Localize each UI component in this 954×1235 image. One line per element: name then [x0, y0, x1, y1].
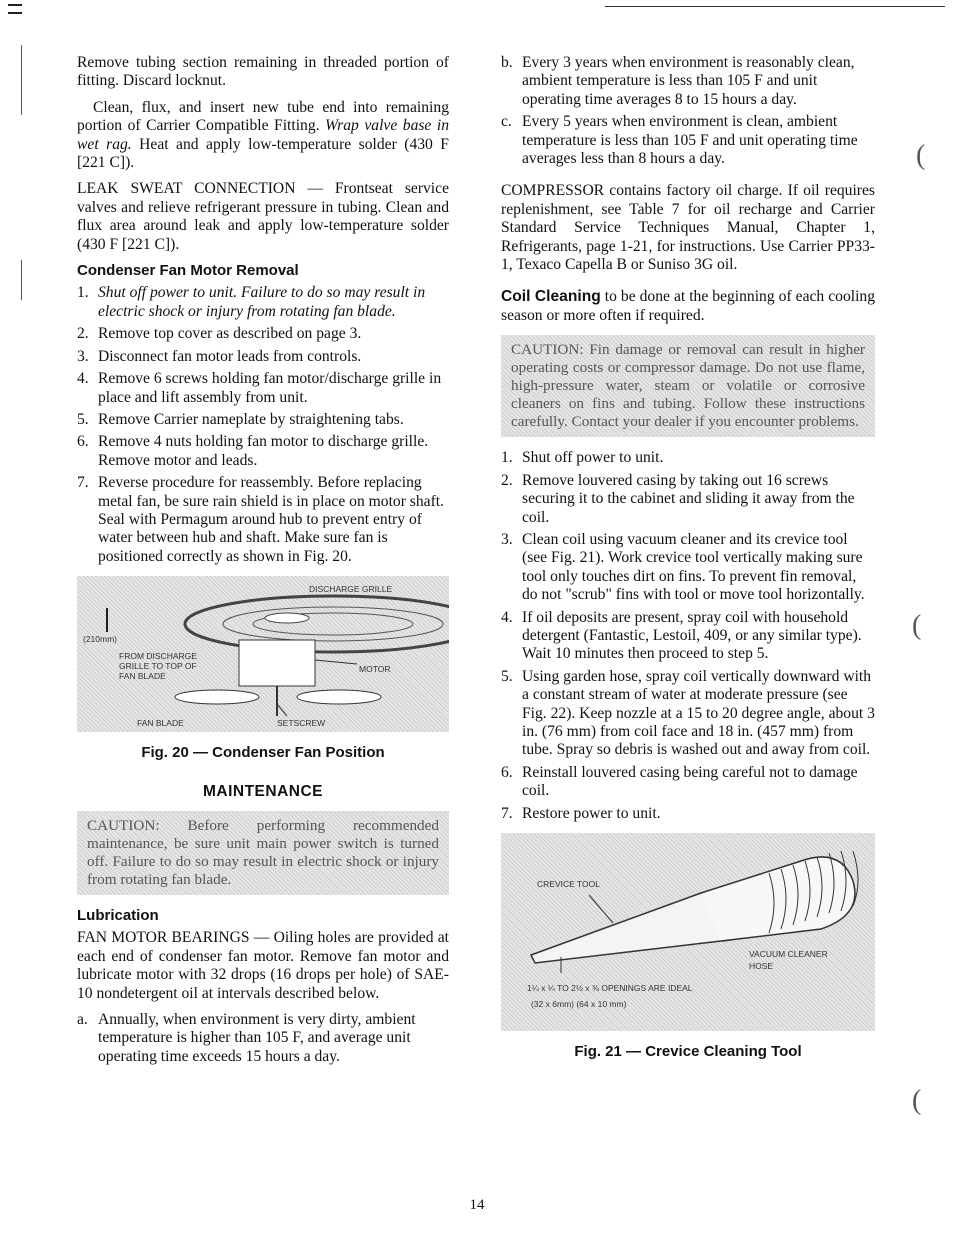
list-item: [501, 472, 875, 527]
item-text: Reverse procedure for reassembly. Before replacing metal fan, be sure rain shield is in place on motor shaft. Seal with Permagum around hub to prevent entry of water between hub and shaft. Make sure fan is positioned correctly as shown in Fig. 20.: [98, 474, 444, 565]
item-marker: 5.: [77, 410, 89, 428]
openings-mm-label: (32 x 6mm) (64 x 10 mm): [531, 999, 627, 1009]
item-text: Reinstall louvered casing being careful not to damage coil.: [522, 763, 858, 800]
item-marker: 3.: [77, 347, 89, 365]
distance-label: FAN BLADE: [119, 671, 166, 682]
fig20-condenser-fan-diagram: [77, 576, 449, 732]
item-marker: 7.: [77, 474, 89, 492]
list-item: [501, 54, 875, 109]
item-marker: 2.: [501, 471, 513, 489]
section-heading: MAINTENANCE: [202, 782, 324, 800]
list-item: [501, 764, 875, 801]
margin-binding-mark: (: [912, 610, 922, 641]
motor-label: MOTOR: [359, 664, 391, 675]
paragraph: LEAK SWEAT CONNECTION — Frontseat service valves and relieve refrigerant pressure in tubing. Clean and flux area around leak and apply low-temperature solder (430 F [221 C]).: [77, 180, 449, 253]
item-marker: 4.: [77, 370, 89, 388]
paragraph: COMPRESSOR contains factory oil charge. If oil requires replenishment, see Table 7 for oil recharge and Carrier Standard Service Techniques Manual, Chapter 1, Refrigerants, page 1-21, for instructions. Use Carrier PP33-1, Texaco Capella B or Suniso 3G oil.: [501, 182, 875, 274]
item-text: Clean coil using vacuum cleaner and its crevice tool (see Fig. 21). Work crevice tool vertically making sure tool only touches dirt on fins. To prevent fin removal, do not "scrub" fins with tool or move tool horizontally.: [522, 530, 865, 604]
item-text: Remove Carrier nameplate by straightening tabs.: [98, 410, 404, 428]
figure-caption: Fig. 21 — Crevice Cleaning Tool: [574, 1043, 802, 1060]
item-text: Remove 6 screws holding fan motor/discharge grille in place and lift assembly from unit.: [98, 370, 442, 406]
list-item: [501, 113, 875, 168]
margin-tick: [21, 260, 22, 300]
item-marker: 6.: [501, 763, 513, 781]
list-item: [77, 348, 449, 366]
paragraph: FAN MOTOR BEARINGS — Oiling holes are provided at each end of condenser fan motor. Remove fan motor and lubricate motor with 32 drops (16 drops per hole) of SAE-10 nondetergent oil at intervals described below.: [77, 929, 449, 1002]
item-marker: a.: [77, 1011, 88, 1028]
list-item: [77, 284, 449, 321]
list-item: [77, 474, 449, 566]
list-item: [501, 609, 875, 664]
text: Heat and apply low-temperature solder (430 F [221 C]).: [77, 135, 449, 172]
item-text: Shut off power to unit. Failure to do so may result in electric shock or injury from rotating fan blade.: [98, 284, 426, 320]
italic-text: Wrap valve base in wet rag.: [77, 117, 449, 153]
item-text: Every 3 years when environment is reasonably clean, ambient temperature is less than 105 F and unit operating time averages 8 to 15 hours a day.: [522, 54, 855, 108]
discharge-grille-label: DISCHARGE GRILLE: [309, 584, 393, 595]
list-item: [77, 370, 449, 407]
page-number: 14: [469, 1197, 485, 1213]
corner-mark: [8, 4, 22, 14]
item-marker: c.: [501, 113, 512, 131]
item-text: Disconnect fan motor leads from controls.: [98, 347, 362, 365]
header-rule: [605, 6, 945, 7]
item-text: Shut off power to unit.: [522, 449, 664, 467]
item-text: Annually, when environment is very dirty, ambient temperature is higher than 105 F, and average unit operating time exceeds 15 hours a day.: [98, 1011, 416, 1065]
dimension-label: (210mm): [83, 634, 118, 645]
list-item: [501, 668, 875, 760]
fan-blade-label: FAN BLADE: [137, 718, 184, 729]
text: Clean, flux, and insert new tube end into remaining portion of Carrier Compatible Fitting.: [77, 98, 449, 135]
item-text: Using garden hose, spray coil vertically downward with a constant stream of water at moderate pressure (see Fig. 22). Keep nozzle at a 15 to 20 degree angle, about 3 in. (76 mm) from coil face and 18 in. (457 mm) from tube. Spray so debris is washed out and away from coil.: [522, 667, 875, 759]
paragraph: [501, 288, 875, 325]
bold-lead: Coil Cleaning: [501, 288, 601, 306]
caution-box: CAUTION: Fin damage or removal can result in higher operating costs or compressor damage. Do not use flame, high-pressure water, steam or volatile or corrosive cleaners on fins and tubing. Follow these instructions carefully. Contact your dealer if you encounter problems.: [501, 335, 875, 437]
section-heading: Lubrication: [77, 906, 159, 924]
fig21-crevice-tool-diagram: [501, 833, 875, 1031]
item-text: Restore power to unit.: [522, 804, 661, 822]
margin-binding-mark: (: [916, 140, 926, 171]
setscrew-label: SETSCREW: [277, 718, 326, 729]
item-marker: 4.: [501, 608, 513, 626]
item-marker: 2.: [77, 325, 89, 343]
item-marker: 6.: [77, 433, 89, 451]
item-marker: 1.: [501, 449, 513, 467]
right-column: [501, 54, 875, 1081]
item-marker: b.: [501, 54, 513, 71]
list-item: [77, 325, 449, 343]
left-column: [77, 54, 449, 1074]
distance-label: GRILLE TO TOP OF: [119, 661, 197, 672]
section-heading: Condenser Fan Motor Removal: [77, 262, 299, 280]
margin-binding-mark: (: [912, 1085, 922, 1116]
item-marker: 7.: [501, 804, 513, 822]
fan-motor-steps: [77, 284, 449, 566]
coil-cleaning-steps: [501, 449, 875, 823]
item-text: If oil deposits are present, spray coil with household detergent (Fantastic, Lestoil, 409, or any similar type). Wait 10 minutes then proceed to step 5.: [522, 608, 862, 663]
list-item: [501, 449, 875, 467]
vacuum-hose-label: HOSE: [749, 961, 774, 971]
list-item: [501, 531, 875, 605]
text: to be done at the beginning of each cooling season or more often if required.: [501, 288, 875, 324]
margin-tick: [21, 45, 22, 115]
lubrication-intervals: [501, 54, 875, 168]
list-item: [77, 1011, 449, 1066]
item-marker: 3.: [501, 530, 513, 548]
paragraph: Remove tubing section remaining in threaded portion of fitting. Discard locknut.: [77, 54, 449, 90]
caution-box: CAUTION: Before performing recommended maintenance, be sure unit main power switch is turned off. Failure to do so may result in electric shock or injury from rotating fan blade.: [77, 811, 449, 895]
item-marker: 5.: [501, 667, 513, 685]
item-text: Every 5 years when environment is clean, ambient temperature is less than 105 F and unit operating time averages less than 8 hours a day.: [522, 113, 858, 168]
item-text: Remove 4 nuts holding fan motor to discharge grille. Remove motor and leads.: [98, 433, 429, 469]
item-text: Remove louvered casing by taking out 16 screws securing it to the cabinet and sliding it away from the coil.: [522, 471, 855, 526]
list-item: [501, 805, 875, 823]
distance-label: FROM DISCHARGE: [119, 651, 197, 662]
list-item: [77, 411, 449, 429]
lubrication-intervals: [77, 1011, 449, 1066]
vacuum-hose-label: VACUUM CLEANER: [749, 949, 828, 959]
figure-caption: Fig. 20 — Condenser Fan Position: [141, 744, 385, 762]
crevice-tool-label: CREVICE TOOL: [537, 879, 600, 889]
item-marker: 1.: [77, 284, 89, 302]
openings-label: 1¼ x ¼ TO 2½ x ⅜ OPENINGS ARE IDEAL: [527, 983, 693, 993]
paragraph: [77, 99, 449, 173]
list-item: [77, 433, 449, 470]
item-text: Remove top cover as described on page 3.: [98, 325, 362, 343]
